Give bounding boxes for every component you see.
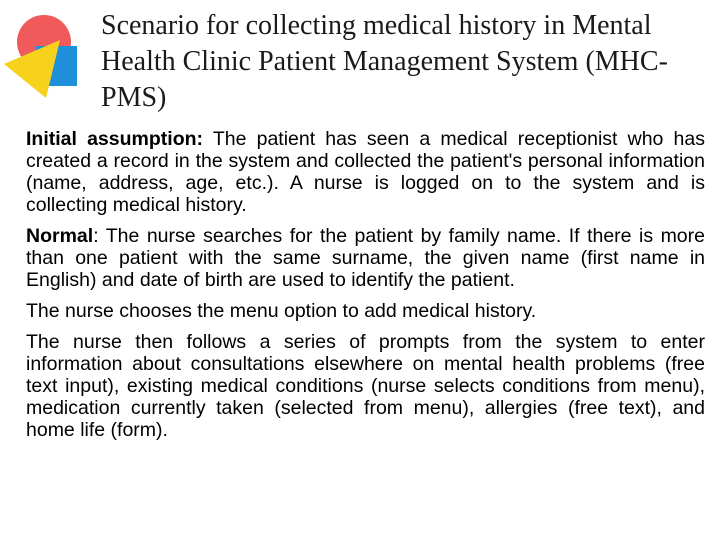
paragraph-normal bbox=[26, 225, 705, 291]
normal-heading: Normal bbox=[26, 225, 94, 247]
slide-title: Scenario for collecting medical history in Mental Health Clinic Patient Management System (MHC-PMS) bbox=[101, 10, 668, 113]
initial-assumption-heading: Initial assumption: bbox=[26, 128, 204, 150]
normal-text: : The nurse searches for the patient by family name. If there is more than one patient with the same surname, the given name (first name in English) and date of birth are used to identify the patient. bbox=[26, 225, 705, 291]
paragraph-initial-assumption bbox=[26, 128, 705, 216]
paragraph-menu-option: The nurse chooses the menu option to add medical history. bbox=[26, 300, 537, 322]
logo-shapes-icon bbox=[0, 0, 100, 100]
paragraph-prompts: The nurse then follows a series of prompts from the system to enter information about consultations elsewhere on mental health problems (free text input), existing medical conditions (nurse selects conditions from menu), medication currently taken (selected from menu), allergies (free text), and home life (form). bbox=[26, 331, 705, 441]
initial-assumption-text: The patient has seen a medical receptionist who has created a record in the system and collected the patient's personal information (name, address, age, etc.). A nurse is logged on to the system and is collecting medical history. bbox=[26, 128, 706, 216]
slide-body bbox=[26, 128, 705, 450]
